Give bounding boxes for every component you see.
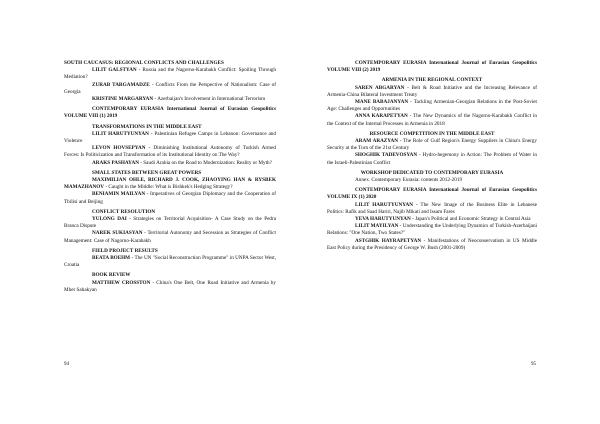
section-heading: TRANSFORMATIONS IN THE MIDDLE EAST	[92, 123, 202, 130]
article-title: - Tackling Armenian-Georgian Relations in the Post-Soviet Age: Challenges and Opportunities	[327, 99, 538, 113]
author-name: BENIAMIN MAILYAN	[92, 191, 146, 198]
section-heading: ARMENIA IN THE REGIONAL CONTEXT	[381, 77, 483, 84]
author-name: ARAKS PASHAYAN	[92, 159, 139, 166]
section-heading: WORKSHOP DEDICATED TO CONTEMPORARY EURASIA	[360, 169, 504, 176]
author-name: YEVA HARUTYUNYAN	[355, 216, 411, 223]
article-title: - Conflicts From the Perspective of Nationalism: Case of Georgia	[64, 81, 276, 95]
annex-entry: Annex. Contemporary Eurasia: contents 2012-2019	[355, 177, 463, 184]
toc-entry	[64, 177, 276, 191]
author-name: KRISTINE MARGARYAN	[92, 96, 154, 103]
article-title: - Saudi Arabia on the Road to Modernization: Reality or Myth?	[138, 159, 272, 166]
author-name: MANE BABAJANYAN	[355, 99, 409, 106]
author-name: NAREK SUKIASYAN	[92, 230, 143, 237]
article-title: - The Role of Gulf Region's Energy Suppliers in China's Energy Security at the Turn of the 21st Century	[327, 138, 537, 152]
toc-entry	[64, 280, 276, 294]
author-name: SAREN ABGARYAN	[355, 84, 405, 91]
toc-entry	[327, 138, 537, 152]
toc-entry	[64, 191, 276, 205]
article-title: - Territorial Autonomy and Secession as Strategies of Conflict Management: Case of Nagorno-Karabakh	[64, 230, 276, 244]
toc-entry	[327, 99, 537, 113]
toc-entry	[327, 238, 537, 252]
journal-volume-heading: CONTEMPORARY EURASIA International Journal of Eurasian Geopolitics VOLUME VIII (1) 2019	[64, 106, 276, 120]
toc-entry	[64, 82, 276, 96]
article-title: - Azerbaijan's Involvement in International Terrorism	[153, 96, 266, 103]
toc-entry	[327, 152, 537, 166]
article-title: - Belt & Road Initiative and the Increasing Relevance of Armenia-China Bilateral Investment Treaty	[327, 84, 538, 98]
journal-volume-heading: CONTEMPORARY EURASIA International Journal of Eurasian Geopolitics VOLUME VIII (2) 2019	[327, 60, 537, 74]
section-heading: CONFLICT RESOLUTION	[92, 208, 156, 215]
article-title: - The New Image of the Business Elite in Lebanese Politics: Rafik and Saad Hariri, Najib Mikati and Issam Fares	[327, 201, 537, 215]
toc-entry	[64, 96, 276, 103]
author-name: SHOGHIK TADEVOSYAN	[355, 152, 418, 159]
author-name: ASTGHIK HAYRAPETYAN	[355, 237, 422, 244]
article-title: - Understanding the Underlying Dynamics of Turkish-Azerbaijani Relations: "One Nation, Two States?"	[327, 223, 537, 237]
author-name: LEVON HOVSEPYAN	[92, 145, 146, 152]
article-title: - Imperatives of Georgian Diplomacy and the Cooperation of Tbilisi and Beijing	[64, 191, 276, 205]
toc-entry	[327, 113, 537, 127]
page-number: 95	[531, 362, 536, 367]
section-heading: BOOK REVIEW	[92, 272, 131, 279]
author-name: YULONG DAI	[92, 216, 127, 223]
toc-entry	[64, 160, 276, 167]
article-title: - China's One Belt, One Road Initiative and Armenia by Mher Sahakyan	[64, 279, 276, 293]
author-name: BEATA BOEHM	[92, 255, 131, 262]
toc-entry	[64, 255, 276, 269]
right-contents	[327, 60, 537, 252]
article-title: - Strategies on Territorial Acquisition- A Case Study on the Pedra Branca Dispute	[64, 216, 277, 230]
article-title: - Diminishing Institutional Autonomy of Turkish Armed Forces: Is Politicization and Transformation of its Institutional Identity on The Way?	[64, 145, 276, 159]
article-title: - Manifestations of Neoconservatism in US Middle East Policy during the Presidency of George W. Bush (2001-2009)	[327, 237, 538, 251]
author-name: ARAM ARAZYAN	[355, 138, 399, 145]
author-name: ZURAB TARGAMADZE	[92, 81, 150, 88]
toc-entry	[64, 230, 276, 244]
section-heading: RESOURCE COMPETITION IN THE MIDDLE EAST	[369, 130, 495, 137]
journal-volume-heading: CONTEMPORARY EURASIA International Journal of Eurasian Geopolitics VOLUME IX (1) 2020	[327, 187, 537, 201]
article-title: - Japan's Political and Economic Strategy in Central Asia	[410, 216, 531, 223]
article-title: - Caught in the Middle: What is Bishkek's Hedging Strategy?	[104, 184, 233, 191]
article-title: - Russia and the Nagorno-Karabakh Conflict: Spoiling Through Mediation?	[64, 67, 276, 81]
author-name: LILIT GALSTYAN	[92, 67, 137, 74]
right-page	[300, 0, 600, 424]
article-title: - Palestinian Refugee Camps in Lebanon: Governance and Violence	[64, 130, 276, 145]
author-name: LILIT HARUTYUNYAN	[92, 130, 149, 137]
author-name: MATTHEW CROSSTON	[92, 279, 151, 286]
article-title: - The UN "Social Reconstruction Programme" in UNPA Sector West, Croatia	[64, 255, 277, 269]
toc-entry	[64, 131, 276, 145]
author-name: ANNA KARAPETYAN	[355, 113, 408, 120]
toc-entry	[64, 145, 276, 159]
toc-entry	[64, 216, 276, 230]
toc-entry	[327, 85, 537, 99]
toc-entry	[327, 223, 537, 237]
author-name: LILIT HARUTYUNYAN	[355, 201, 413, 208]
toc-entry	[64, 67, 276, 81]
section-heading: FIELD PROJECT RESULTS	[92, 247, 158, 254]
section-heading: SOUTH CAUCASUS: REGIONAL CONFLICTS AND CHALLENGES	[64, 60, 224, 66]
author-name: MAXIMILIAN OHLE, RICHARD J. COOK, ZHAOYING HAN & RYSBEK MAMAZHANOV	[64, 177, 276, 191]
author-name: LILIT MAYILYAN	[355, 223, 399, 230]
left-contents	[64, 60, 276, 294]
section-heading: SMALL STATES BETWEEN GREAT POWERS	[92, 169, 202, 176]
article-title: - The New Dynamics of the Nagorno-Karabakh Conflict in the Context of the Internal Processes in Armenia in 2018	[327, 113, 537, 127]
toc-entry	[327, 202, 537, 216]
article-title: - Hydro-hegemony in Action: The Problem of Water in the Israeli-Palestinian Conflict	[327, 152, 537, 166]
page-number: 94	[64, 362, 69, 367]
